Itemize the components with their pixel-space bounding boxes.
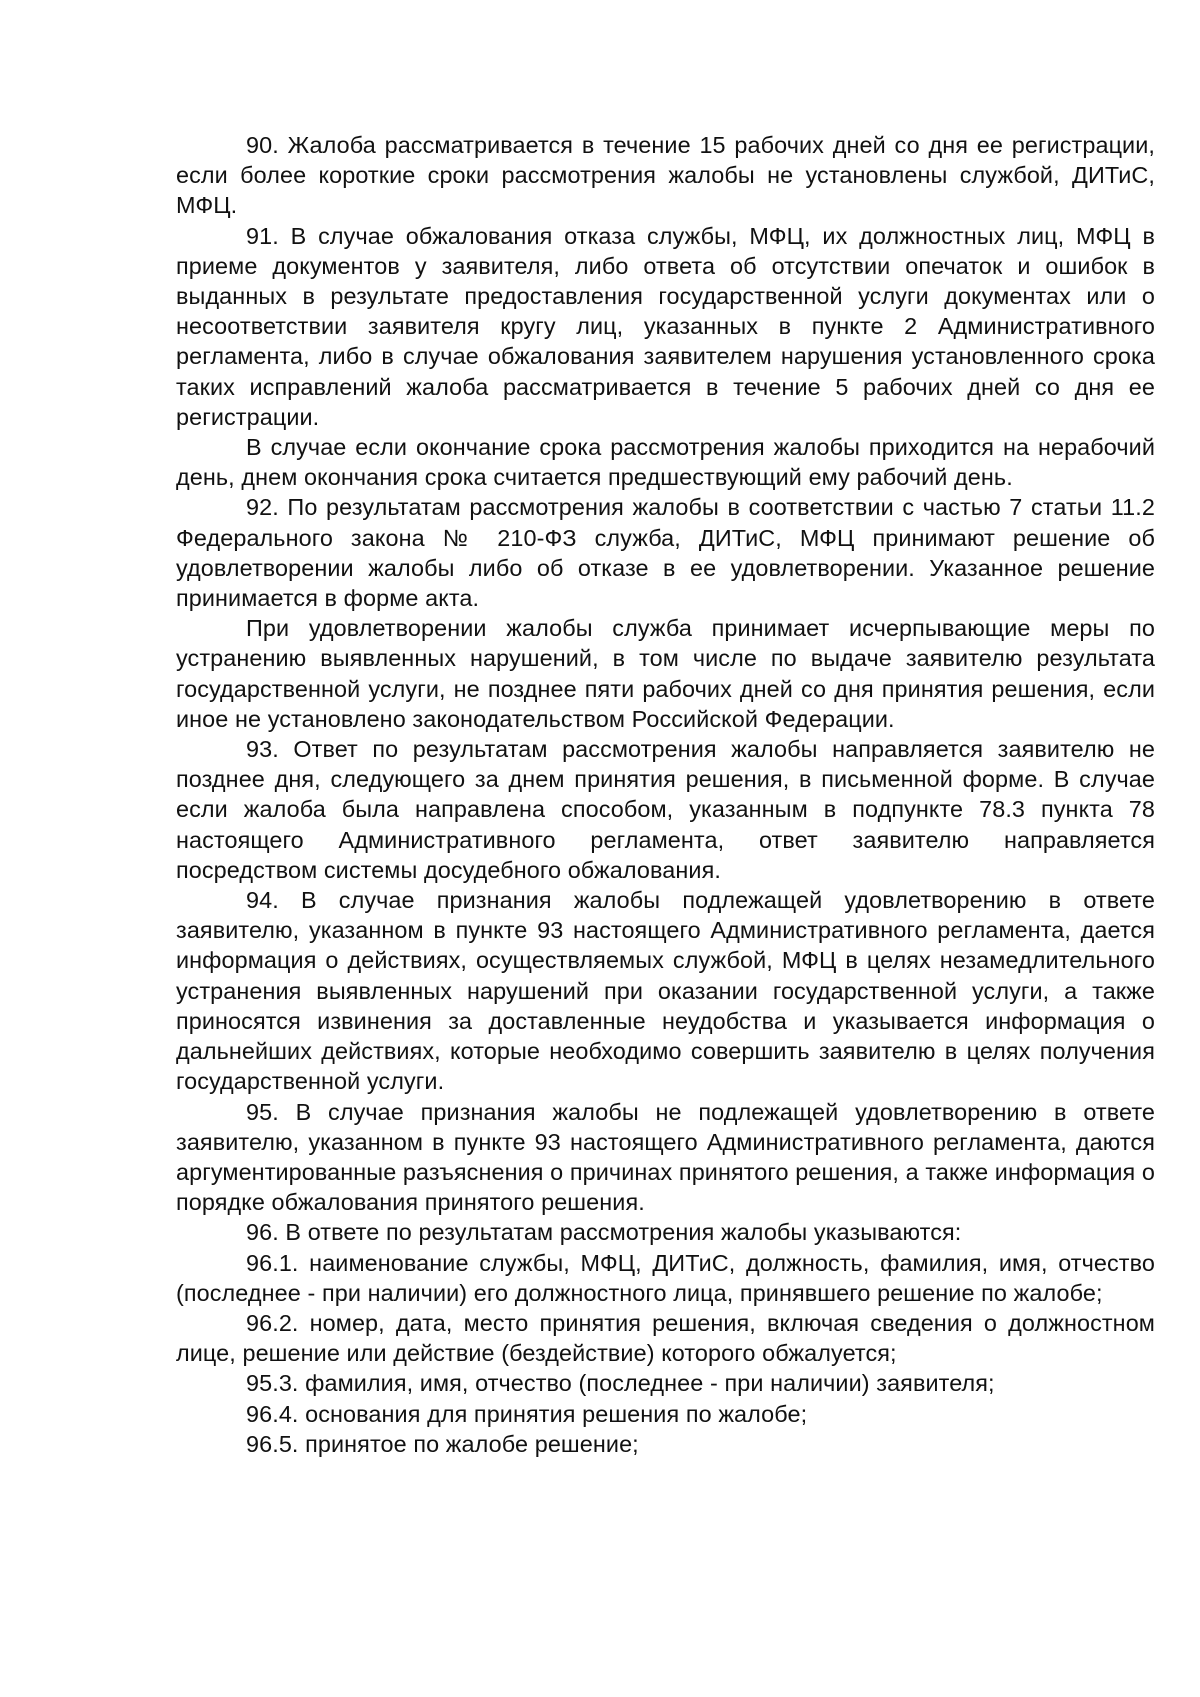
paragraph-96-2: 96.2. номер, дата, место принятия решения, включая сведения о должностном лице, решение или действие (бездействие) которого обжалуется; <box>176 1309 1155 1367</box>
paragraph-92: 92. По результатам рассмотрения жалобы в соответствии с частью 7 статьи 11.2 Федерального закона № 210-ФЗ служба, ДИТиС, МФЦ принимают решение об удовлетворении жалобы либо об отказе в ее удовлетворении. Указанное решение принимается в форме акта. <box>176 494 1155 612</box>
paragraph-91: 91. В случае обжалования отказа службы, МФЦ, их должностных лиц, МФЦ в приеме документов у заявителя, либо ответа об отсутствии опечаток и ошибок в выданных в результате предоставления государственной услуги документах или о несоответствии заявителя кругу лиц, указанных в пункте 2 Административного регламента, либо в случае обжалования заявителем нарушения установленного срока таких исправлений жалоба рассматривается в течение 5 рабочих дней со дня ее регистрации. <box>176 222 1155 430</box>
paragraph-95: 95. В случае признания жалобы не подлежащей удовлетворению в ответе заявителю, указанном в пункте 93 настоящего Административного регламента, даются аргументированные разъяснения о причинах принятого решения, а также информация о порядке обжалования принятого решения. <box>176 1098 1155 1216</box>
paragraph-96-5: 96.5. принятое по жалобе решение; <box>246 1430 639 1457</box>
paragraph-96: 96. В ответе по результатам рассмотрения жалобы указываются: <box>246 1219 962 1246</box>
paragraph-90: 90. Жалоба рассматривается в течение 15 рабочих дней со дня ее регистрации, если более короткие сроки рассмотрения жалобы не установлены службой, ДИТиС, МФЦ. <box>176 132 1155 219</box>
paragraph-96-4: 96.4. основания для принятия решения по жалобе; <box>246 1400 808 1427</box>
paragraph-96-1: 96.1. наименование службы, МФЦ, ДИТиС, должность, фамилия, имя, отчество (последнее - при наличии) его должностного лица, принявшего решение по жалобе; <box>176 1249 1155 1306</box>
document-body <box>176 130 1155 1459</box>
paragraph-93: 93. Ответ по результатам рассмотрения жалобы направляется заявителю не позднее дня, следующего за днем принятия решения, в письменной форме. В случае если жалоба была направлена способом, указанным в подпункте 78.3 пункта 78 настоящего Административного регламента, ответ заявителю направляется посредством системы досудебного обжалования. <box>176 736 1155 883</box>
paragraph-92-remedy: При удовлетворении жалобы служба принимает исчерпывающие меры по устранению выявленных нарушений, в том числе по выдаче заявителю результата государственной услуги, не позднее пяти рабочих дней со дня принятия решения, если иное не установлено законодательством Российской Федерации. <box>176 615 1155 732</box>
paragraph-94: 94. В случае признания жалобы подлежащей удовлетворению в ответе заявителю, указанном в пункте 93 настоящего Административного регламента, дается информация о действиях, осуществляемых службой, МФЦ в целях незамедлительного устранения выявленных нарушений при оказании государственной услуги, а также приносятся извинения за доставленные неудобства и указывается информация о дальнейших действиях, которые необходимо совершить заявителю в целях получения государственной услуги. <box>176 887 1155 1095</box>
paragraph-91-deadline-note: В случае если окончание срока рассмотрения жалобы приходится на нерабочий день, днем окончания срока считается предшествующий ему рабочий день. <box>176 434 1155 491</box>
paragraph-95-3: 95.3. фамилия, имя, отчество (последнее - при наличии) заявителя; <box>246 1370 995 1397</box>
